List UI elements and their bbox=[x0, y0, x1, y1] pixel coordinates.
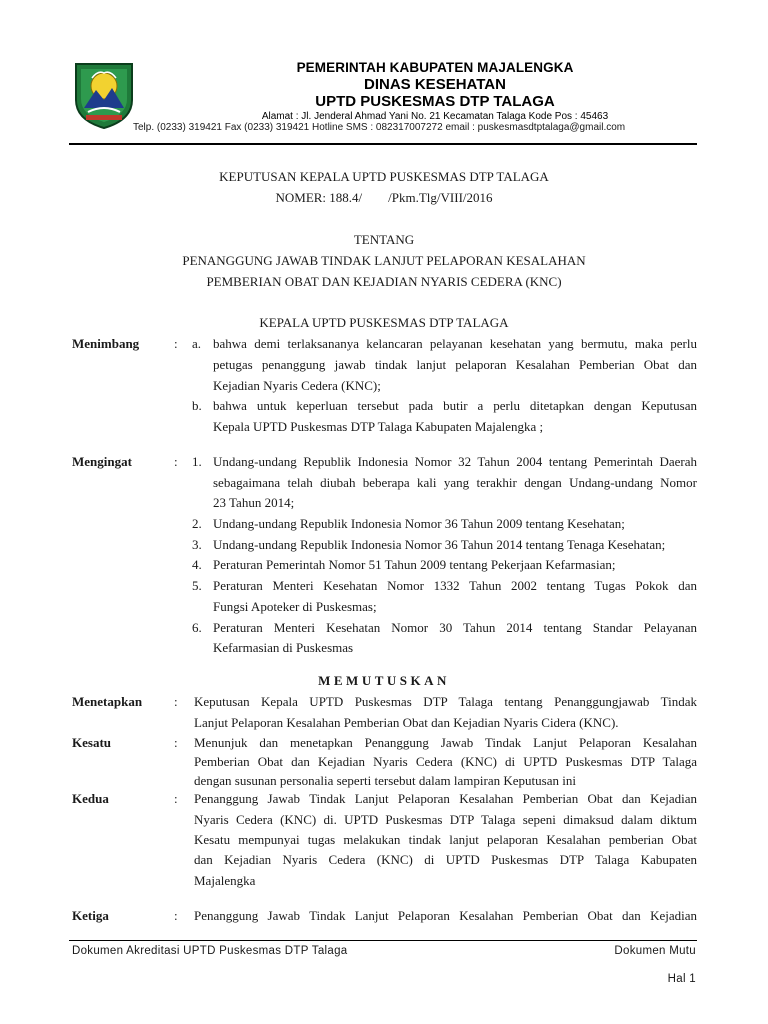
menetapkan-line-1: Keputusan Kepala UPTD Puskesmas DTP Talaga tentang Penanggungjawab Tindak bbox=[194, 694, 697, 709]
mengingat-mark-6: 6. bbox=[192, 620, 202, 635]
ketiga-colon: : bbox=[174, 908, 178, 923]
decree-number-label: NOMER: 188.4/ bbox=[275, 190, 363, 205]
menimbang-a-line-1: bahwa demi terlaksananya kelancaran pelayanan kesehatan yang bermutu, maka perlu bbox=[213, 336, 697, 351]
page-number: Hal 1 bbox=[667, 973, 696, 985]
subject-line-1: PENANGGUNG JAWAB TINDAK LANJUT PELAPORAN KESALAHAN bbox=[182, 253, 586, 268]
mengingat-5-line-1: Peraturan Menteri Kesehatan Nomor 1332 Tahun 2002 tentang Tugas Pokok dan bbox=[213, 578, 697, 593]
mengingat-2-line-1: Undang-undang Republik Indonesia Nomor 36 Tahun 2009 tentang Kesehatan; bbox=[213, 516, 625, 531]
mengingat-6-line-1: Peraturan Menteri Kesehatan Nomor 30 Tahun 2014 tentang Standar Pelayanan bbox=[213, 620, 697, 635]
kesatu-line-2: Pemberian Obat dan Kejadian Nyaris Cedera (KNC) di UPTD Puskesmas DTP Talaga bbox=[194, 754, 697, 769]
issuer-heading: KEPALA UPTD PUSKESMAS DTP TALAGA bbox=[259, 315, 509, 330]
mengingat-3-line-1: Undang-undang Republik Indonesia Nomor 36 Tahun 2014 tentang Tenaga Kesehatan; bbox=[213, 537, 666, 552]
kedua-label: Kedua bbox=[72, 791, 109, 806]
letterhead-divider bbox=[69, 143, 697, 145]
mengingat-mark-4: 4. bbox=[192, 557, 202, 572]
decree-number bbox=[0, 190, 768, 206]
decision-heading: MEMUTUSKAN bbox=[318, 673, 450, 688]
footer-divider bbox=[69, 940, 697, 941]
mengingat-mark-5: 5. bbox=[192, 578, 202, 593]
government-name: PEMERINTAH KABUPATEN MAJALENGKA bbox=[296, 60, 574, 75]
about-heading: TENTANG bbox=[353, 232, 415, 247]
footer-document-title: Dokumen Akreditasi UPTD Puskesmas DTP Talaga bbox=[72, 945, 348, 957]
menetapkan-label: Menetapkan bbox=[72, 694, 143, 709]
address-line: Alamat : Jl. Jenderal Ahmad Yani No. 21 Kecamatan Talaga Kode Pos : 45463 bbox=[261, 111, 609, 122]
regency-crest-icon bbox=[72, 60, 136, 130]
menimbang-b-line-1: bahwa untuk keperluan tersebut pada butir a perlu ditetapkan dengan Keputusan bbox=[213, 398, 697, 413]
footer-document-type: Dokumen Mutu bbox=[614, 945, 696, 957]
menimbang-b-line-2: Kepala UPTD Puskesmas DTP Talaga Kabupaten Majalengka ; bbox=[213, 419, 544, 434]
menimbang-a-line-2: petugas penanggung jawab tindak lanjut pelaporan Kesalahan Pemberian Obat dan bbox=[213, 357, 697, 372]
menimbang-a-line-3: Kejadian Nyaris Cedera (KNC); bbox=[213, 378, 381, 393]
kedua-colon: : bbox=[174, 791, 178, 806]
mengingat-6-line-2: Kefarmasian di Puskesmas bbox=[213, 640, 354, 655]
kedua-line-4: dan Kejadian Nyaris Cedera (KNC) di UPTD Puskesmas DTP Talaga Kabupaten bbox=[194, 852, 697, 867]
unit-name: UPTD PUSKESMAS DTP TALAGA bbox=[315, 93, 555, 110]
mengingat-1-line-2: sebagaimana telah diubah beberapa kali yang terakhir dengan Undang-undang Nomor bbox=[213, 475, 697, 490]
kesatu-label: Kesatu bbox=[72, 735, 111, 750]
department-name: DINAS KESEHATAN bbox=[364, 76, 506, 93]
menimbang-colon: : bbox=[174, 336, 178, 351]
mengingat-label: Mengingat bbox=[72, 454, 132, 469]
kedua-line-5: Majalengka bbox=[194, 873, 256, 888]
mengingat-5-line-2: Fungsi Apoteker di Puskesmas; bbox=[213, 599, 377, 614]
mengingat-4-line-1: Peraturan Pemerintah Nomor 51 Tahun 2009 tentang Pekerjaan Kefarmasian; bbox=[213, 557, 616, 572]
menimbang-label: Menimbang bbox=[72, 336, 140, 351]
mengingat-mark-2: 2. bbox=[192, 516, 202, 531]
mengingat-colon: : bbox=[174, 454, 178, 469]
decree-heading: KEPUTUSAN KEPALA UPTD PUSKESMAS DTP TALAGA bbox=[219, 169, 549, 184]
mengingat-mark-3: 3. bbox=[192, 537, 202, 552]
kedua-line-2: Nyaris Cedera (KNC) di. UPTD Puskesmas DTP Talaga sepeni dimaksud dalam diktum bbox=[194, 812, 697, 827]
menetapkan-line-2: Lanjut Pelaporan Kesalahan Pemberian Obat dan Kejadian Nyaris Cidera (KNC). bbox=[194, 715, 619, 730]
kedua-line-3: Kesatu mempunyai tugas melakukan tindak lanjut pelaporan Kesalahan pemberian Obat bbox=[194, 832, 697, 847]
contact-line: Telp. (0233) 319421 Fax (0233) 319421 Hotline SMS : 082317007272 email : puskesmasdtptalaga@gmail.com bbox=[133, 122, 626, 133]
ketiga-line-1: Penanggung Jawab Tindak Lanjut Pelaporan Kesalahan Pemberian Obat dan Kejadian bbox=[194, 908, 697, 923]
mengingat-1-line-3: 23 Tahun 2014; bbox=[213, 495, 295, 510]
kedua-line-1: Penanggung Jawab Tindak Lanjut Pelaporan Kesalahan Pemberian Obat dan Kejadian bbox=[194, 791, 697, 806]
menimbang-mark-a: a. bbox=[192, 336, 202, 351]
kesatu-line-1: Menunjuk dan menetapkan Penanggung Jawab Tindak Lanjut Pelaporan Kesalahan bbox=[194, 735, 697, 750]
ketiga-label: Ketiga bbox=[72, 908, 109, 923]
mengingat-1-line-1: Undang-undang Republik Indonesia Nomor 32 Tahun 2004 tentang Pemerintah Daerah bbox=[213, 454, 697, 469]
menetapkan-colon: : bbox=[174, 694, 178, 709]
mengingat-mark-1: 1. bbox=[192, 454, 202, 469]
subject-line-2: PEMBERIAN OBAT DAN KEJADIAN NYARIS CEDERA (KNC) bbox=[206, 274, 562, 289]
decree-number-suffix: /Pkm.Tlg/VIII/2016 bbox=[388, 190, 493, 205]
kesatu-colon: : bbox=[174, 735, 178, 750]
menimbang-mark-b: b. bbox=[192, 398, 202, 413]
kesatu-line-3: dengan susunan personalia seperti tersebut dalam lampiran Keputusan ini bbox=[194, 773, 576, 788]
